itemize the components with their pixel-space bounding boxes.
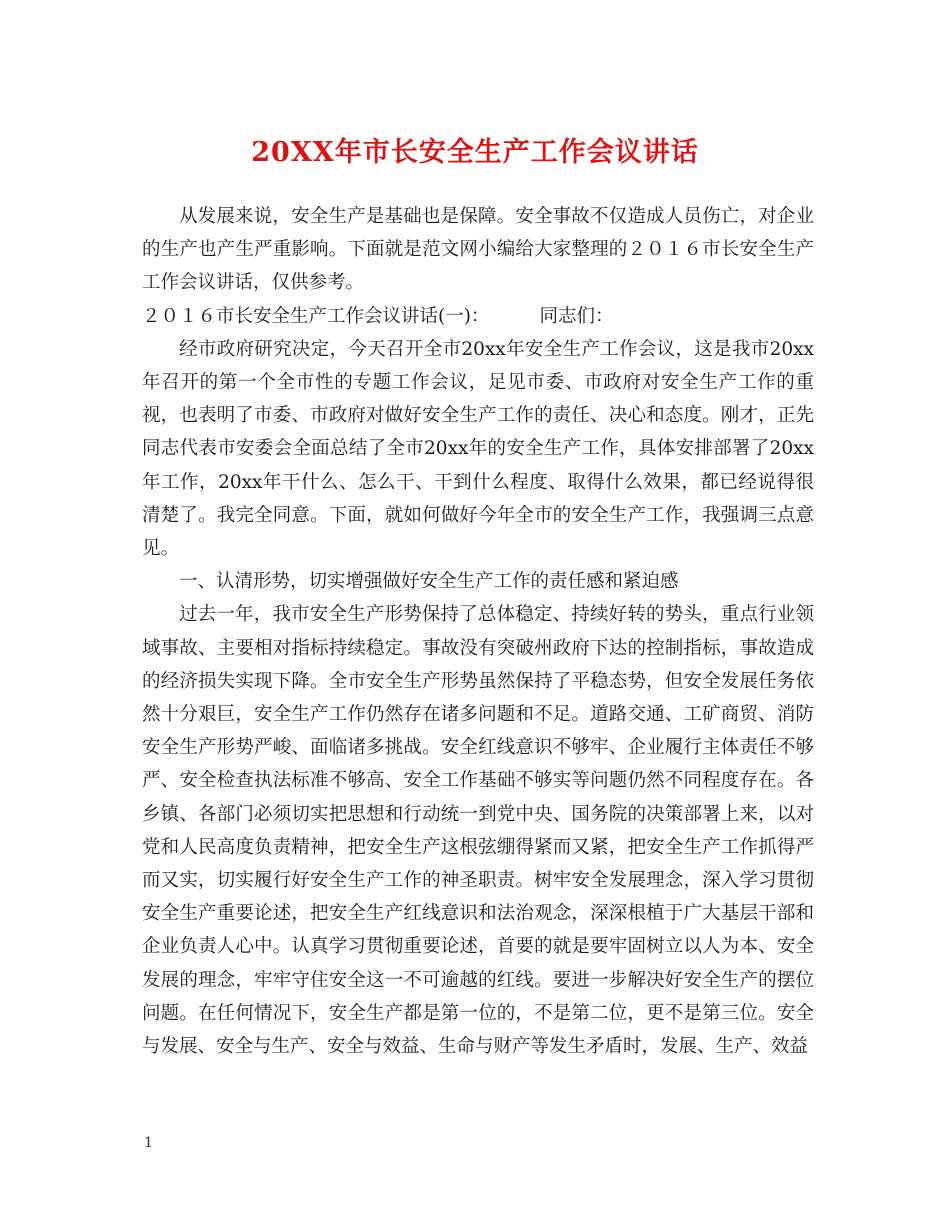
body-paragraph-1: 经市政府研究决定，今天召开全市20xx年安全生产工作会议，这是我市20xx年召开的第一个全市性的专题工作会议，足见市委、市政府对安全生产工作的重视，也表明了市委、市政府对做好安全生产工作的责任、决心和态度。刚才，正先同志代表市安委会全面总结了全市20xx年的安全生产工作，具体安排部署了20xx年工作，20xx年干什么、怎么干、干到什么程度、取得什么效果，都已经说得很清楚了。我完全同意。下面，就如何做好今年全市的安全生产工作，我强调三点意见。 (142, 338, 814, 560)
salutation: 同志们： (539, 305, 614, 327)
document-body (142, 200, 814, 1063)
page-number: 1 (144, 1135, 153, 1151)
speech-heading: ２０１６市长安全生产工作会议讲话(一)： (142, 305, 490, 327)
intro-paragraph: 从发展来说，安全生产是基础也是保障。安全事故不仅造成人员伤亡，对企业的生产也产生严重影响。下面就是范文网小编给大家整理的２０１６市长安全生产工作会议讲话，仅供参考。 (142, 206, 814, 294)
document-title: 20XX年市长安全生产工作会议讲话 (251, 137, 699, 168)
body-paragraph-2: 过去一年，我市安全生产形势保持了总体稳定、持续好转的势头，重点行业领域事故、主要相对指标持续稳定。事故没有突破州政府下达的控制指标，事故造成的经济损失实现下降。全市安全生产形势虽然保持了平稳态势，但安全发展任务依然十分艰巨，安全生产工作仍然存在诸多问题和不足。道路交通、工矿商贸、消防安全生产形势严峻、面临诸多挑战。安全红线意识不够牢、企业履行主体责任不够严、安全检查执法标准不够高、安全工作基础不够实等问题仍然不同程度存在。各乡镇、各部门必须切实把思想和行动统一到党中央、国务院的决策部署上来，以对党和人民高度负责精神，把安全生产这根弦绷得紧而又紧，把安全生产工作抓得严而又实，切实履行好安全生产工作的神圣职责。树牢安全发展理念，深入学习贯彻安全生产重要论述，把安全生产红线意识和法治观念，深深根植于广大基层干部和企业负责人心中。认真学习贯彻重要论述，首要的就是要牢固树立以人为本、安全发展的理念，牢牢守住安全这一不可逾越的红线。要进一步解决好安全生产的摆位问题。在任何情况下，安全生产都是第一位的，不是第二位，更不是第三位。安全与发展、安全与生产、安全与效益、生命与财产等发生矛盾时，发展、生产、效益 (142, 604, 814, 1058)
section-heading-1: 一、认清形势，切实增强做好安全生产工作的责任感和紧迫感 (179, 571, 679, 593)
speech-heading-line (142, 300, 814, 333)
